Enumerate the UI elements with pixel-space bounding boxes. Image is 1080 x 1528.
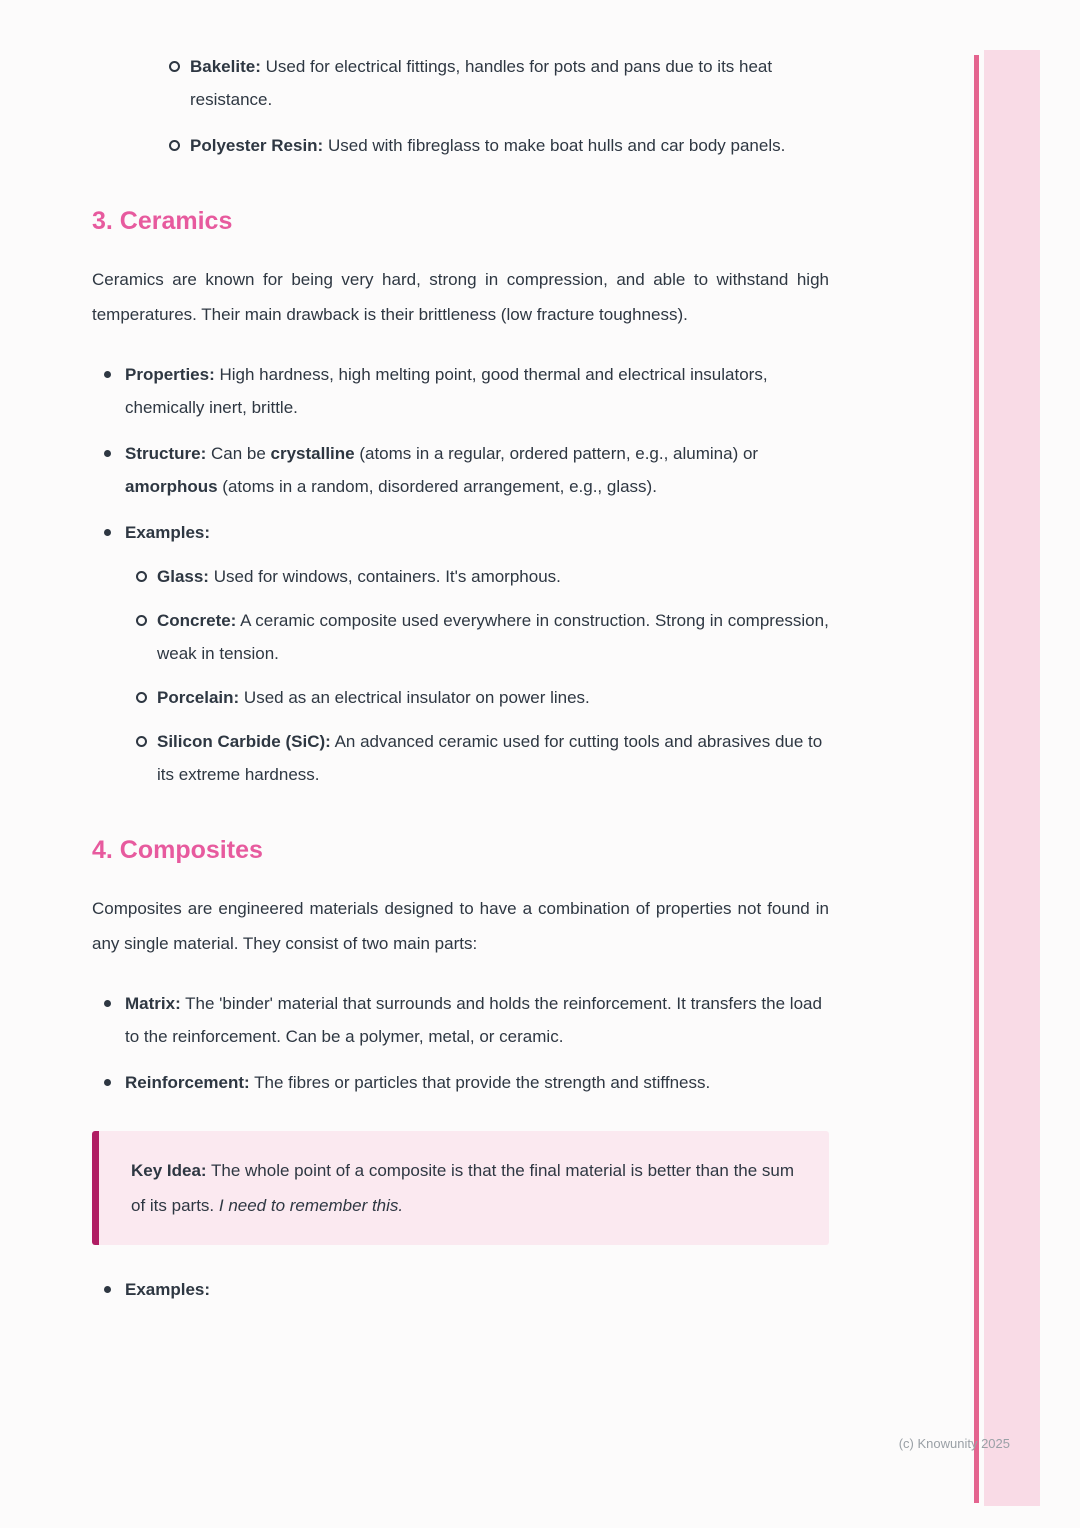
term-matrix: Matrix: (125, 994, 181, 1013)
term-structure: Structure: (125, 444, 207, 463)
structure-bold-crystalline: crystalline (270, 444, 355, 463)
list-item-glass (157, 560, 829, 593)
composites-examples-list (92, 1273, 829, 1306)
side-decoration-line (974, 55, 979, 1503)
desc-properties: High hardness, high melting point, good thermal and electrical insulators, chemically inert, brittle. (125, 365, 768, 417)
term-glass: Glass: (157, 567, 209, 586)
structure-seg1: Can be (206, 444, 271, 463)
term-silicon-carbide: Silicon Carbide (SiC): (157, 732, 331, 751)
composites-bullet-list (92, 987, 829, 1099)
desc-glass: Used for windows, containers. It's amorphous. (208, 567, 561, 586)
desc-silicon-carbide: An advanced ceramic used for cutting tools and abrasives due to its extreme hardness. (157, 732, 823, 784)
section-heading-ceramics: 3. Ceramics (92, 207, 233, 235)
term-key-idea: Key Idea: (131, 1161, 207, 1180)
list-item-reinforcement (125, 1066, 829, 1099)
structure-seg2: (atoms in a regular, ordered pattern, e.g., alumina) or (354, 444, 759, 463)
ceramics-intro-paragraph: Ceramics are known for being very hard, strong in compression, and able to withstand high temperatures. Their main drawback is their brittleness (low fracture toughness). (92, 270, 829, 324)
desc-porcelain: Used as an electrical insulator on power lines. (239, 688, 590, 707)
list-item-composites-examples (125, 1273, 829, 1306)
polymer-examples-sublist (92, 50, 829, 162)
term-concrete: Concrete: (157, 611, 237, 630)
term-examples: Examples: (125, 523, 211, 542)
desc-bakelite: Used for electrical fittings, handles for pots and pans due to its heat resistance. (190, 57, 773, 109)
list-item-matrix (125, 987, 829, 1053)
list-item-structure (125, 437, 829, 503)
desc-polyester-resin: Used with fibreglass to make boat hulls and car body panels. (323, 136, 786, 155)
desc-concrete: A ceramic composite used everywhere in construction. Strong in compression, weak in tension. (157, 611, 829, 663)
term-reinforcement: Reinforcement: (125, 1073, 250, 1092)
key-idea-callout (92, 1131, 829, 1245)
term-porcelain: Porcelain: (157, 688, 240, 707)
term-properties: Properties: (125, 365, 215, 384)
structure-bold-amorphous: amorphous (125, 477, 218, 496)
structure-seg3: (atoms in a random, disordered arrangement, e.g., glass). (217, 477, 657, 496)
list-item-polyester-resin (190, 129, 829, 162)
key-idea-desc: The whole point of a composite is that the final material is better than the sum of its parts. (131, 1161, 795, 1215)
term-composites-examples: Examples: (125, 1280, 211, 1299)
copyright-notice: (c) Knowunity 2025 (898, 1436, 1010, 1451)
ceramics-examples-sublist (125, 560, 829, 791)
composites-intro-paragraph: Composites are engineered materials designed to have a combination of properties not found in any single material. They consist of two main parts: (92, 899, 829, 953)
key-idea-text (131, 1153, 797, 1223)
list-item-examples (125, 516, 829, 791)
desc-reinforcement: The fibres or particles that provide the strength and stiffness. (249, 1073, 711, 1092)
ceramics-bullet-list (92, 358, 829, 791)
desc-matrix: The 'binder' material that surrounds and holds the reinforcement. It transfers the load to the reinforcement. Can be a polymer, metal, or ceramic. (125, 994, 822, 1046)
list-item-concrete (157, 604, 829, 670)
term-polyester-resin: Polyester Resin: (190, 136, 324, 155)
document-content (92, 0, 829, 1319)
key-idea-italic-note: I need to remember this. (218, 1196, 404, 1215)
section-heading-composites: 4. Composites (92, 836, 263, 864)
list-item-properties (125, 358, 829, 424)
list-item-bakelite (190, 50, 829, 116)
list-item-porcelain (157, 681, 829, 714)
list-item-silicon-carbide (157, 725, 829, 791)
term-bakelite: Bakelite: (190, 57, 261, 76)
side-decoration-band (984, 50, 1040, 1506)
